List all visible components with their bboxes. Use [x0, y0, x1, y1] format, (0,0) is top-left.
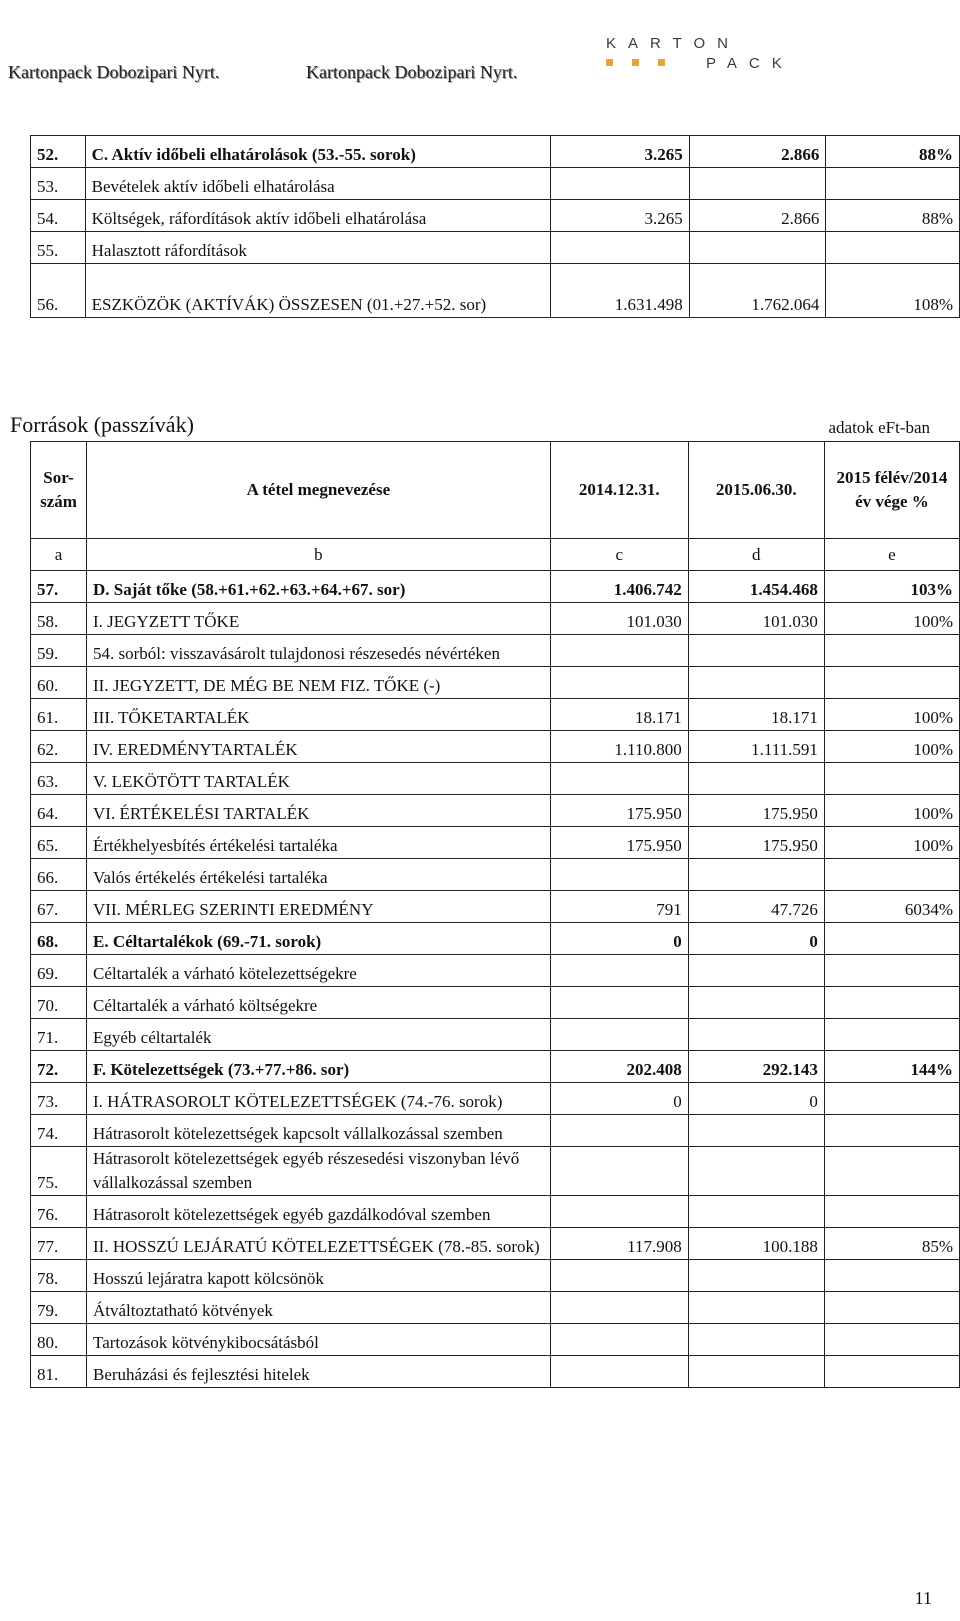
- value-2014: 202.408: [550, 1051, 688, 1083]
- row-number: 62.: [31, 731, 87, 763]
- percent-change: [824, 635, 959, 667]
- percent-change: [824, 955, 959, 987]
- value-2014: [550, 635, 688, 667]
- col-letter-d: d: [688, 539, 824, 571]
- unit-note: adatok eFt-ban: [828, 418, 930, 437]
- item-name: III. TŐKETARTALÉK: [87, 699, 551, 731]
- value-2014: [550, 1019, 688, 1051]
- value-2014: 791: [550, 891, 688, 923]
- value-2015: [688, 667, 824, 699]
- value-2014: 0: [550, 923, 688, 955]
- logo-accent-square: [658, 59, 665, 66]
- row-number: 71.: [31, 1019, 87, 1051]
- col-letter-c: c: [550, 539, 688, 571]
- item-name: Céltartalék a várható kötelezettségekre: [87, 955, 551, 987]
- value-2015: [688, 763, 824, 795]
- value-2014: [551, 168, 689, 200]
- percent-change: 100%: [824, 699, 959, 731]
- row-number: 78.: [31, 1260, 87, 1292]
- table-row: [31, 987, 960, 1019]
- row-number: 66.: [31, 859, 87, 891]
- value-2014: [550, 667, 688, 699]
- percent-change: [824, 1147, 959, 1196]
- value-2015: 175.950: [688, 795, 824, 827]
- item-name: II. JEGYZETT, DE MÉG BE NEM FIZ. TŐKE (-): [87, 667, 551, 699]
- item-name: D. Saját tőke (58.+61.+62.+63.+64.+67. sor): [87, 571, 551, 603]
- value-2015: 18.171: [688, 699, 824, 731]
- row-number: 64.: [31, 795, 87, 827]
- table-row: [31, 603, 960, 635]
- value-2014: 101.030: [550, 603, 688, 635]
- table-row: [31, 168, 960, 200]
- table-row: [31, 1083, 960, 1115]
- logo-accent-square: [606, 59, 613, 66]
- value-2014: 175.950: [550, 795, 688, 827]
- value-2015: 292.143: [688, 1051, 824, 1083]
- percent-change: [824, 1356, 959, 1388]
- table-row: [31, 264, 960, 318]
- table-header-row: [31, 442, 960, 539]
- table-row: [31, 1260, 960, 1292]
- percent-change: [824, 763, 959, 795]
- item-name: Beruházási és fejlesztési hitelek: [87, 1356, 551, 1388]
- row-number: 53.: [31, 168, 86, 200]
- percent-change: [824, 1115, 959, 1147]
- percent-change: [824, 1324, 959, 1356]
- value-2015: 0: [688, 1083, 824, 1115]
- value-2014: 0: [550, 1083, 688, 1115]
- value-2015: 175.950: [688, 827, 824, 859]
- row-number: 75.: [31, 1147, 87, 1196]
- company-name-left: Kartonpack Dobozipari Nyrt.: [8, 62, 220, 82]
- item-name: II. HOSSZÚ LEJÁRATÚ KÖTELEZETTSÉGEK (78.-85. sorok): [87, 1228, 551, 1260]
- percent-change: 100%: [824, 603, 959, 635]
- value-2015: [688, 1292, 824, 1324]
- item-name: Egyéb céltartalék: [87, 1019, 551, 1051]
- item-name: Céltartalék a várható költségekre: [87, 987, 551, 1019]
- page-header: [0, 0, 960, 100]
- percent-change: 103%: [824, 571, 959, 603]
- table-row: [31, 635, 960, 667]
- percent-change: 6034%: [824, 891, 959, 923]
- table-row: [31, 1147, 960, 1196]
- table-row: [31, 891, 960, 923]
- value-2014: 1.110.800: [550, 731, 688, 763]
- value-2015: 100.188: [688, 1228, 824, 1260]
- item-name: Bevételek aktív időbeli elhatárolása: [85, 168, 551, 200]
- item-name: VI. ÉRTÉKELÉSI TARTALÉK: [87, 795, 551, 827]
- table-row: [31, 1228, 960, 1260]
- value-2015: [688, 1356, 824, 1388]
- value-2015: [688, 859, 824, 891]
- item-name: Tartozások kötvénykibocsátásból: [87, 1324, 551, 1356]
- row-number: 57.: [31, 571, 87, 603]
- row-number: 56.: [31, 264, 86, 318]
- col-letter-b: b: [87, 539, 551, 571]
- item-name: I. JEGYZETT TŐKE: [87, 603, 551, 635]
- header-percent: 2015 félév/2014 év vége %: [824, 442, 959, 539]
- value-2015: 101.030: [688, 603, 824, 635]
- value-2015: 1.454.468: [688, 571, 824, 603]
- row-number: 65.: [31, 827, 87, 859]
- value-2014: [550, 1260, 688, 1292]
- percent-change: 85%: [824, 1228, 959, 1260]
- row-number: 60.: [31, 667, 87, 699]
- value-2014: [550, 1356, 688, 1388]
- percent-change: [824, 667, 959, 699]
- header-item-name: A tétel megnevezése: [87, 442, 551, 539]
- value-2015: [688, 987, 824, 1019]
- percent-change: [824, 923, 959, 955]
- item-name: Költségek, ráfordítások aktív időbeli elhatárolása: [85, 200, 551, 232]
- item-name: C. Aktív időbeli elhatárolások (53.-55. sorok): [85, 136, 551, 168]
- table-row: [31, 795, 960, 827]
- item-name: Hátrasorolt kötelezettségek egyéb részesedési viszonyban lévő vállalkozással szemben: [87, 1147, 551, 1196]
- item-name: Halasztott ráfordítások: [85, 232, 551, 264]
- col-letter-e: e: [824, 539, 959, 571]
- table-row: [31, 667, 960, 699]
- item-name: IV. EREDMÉNYTARTALÉK: [87, 731, 551, 763]
- value-2014: [550, 763, 688, 795]
- row-number: 70.: [31, 987, 87, 1019]
- item-name: Hátrasorolt kötelezettségek kapcsolt vállalkozással szemben: [87, 1115, 551, 1147]
- table-row: [31, 232, 960, 264]
- column-letter-row: [31, 539, 960, 571]
- value-2014: 1.406.742: [550, 571, 688, 603]
- item-name: Hátrasorolt kötelezettségek egyéb gazdálkodóval szemben: [87, 1196, 551, 1228]
- percent-change: [824, 859, 959, 891]
- table-row: [31, 571, 960, 603]
- value-2015: [688, 1147, 824, 1196]
- value-2014: [551, 232, 689, 264]
- percent-change: 88%: [826, 200, 960, 232]
- value-2015: [689, 168, 826, 200]
- value-2015: 2.866: [689, 200, 826, 232]
- item-name: Értékhelyesbítés értékelési tartaléka: [87, 827, 551, 859]
- table-row: [31, 1115, 960, 1147]
- row-number: 81.: [31, 1356, 87, 1388]
- value-2015: [688, 635, 824, 667]
- percent-change: 100%: [824, 795, 959, 827]
- row-number: 80.: [31, 1324, 87, 1356]
- value-2015: [688, 1196, 824, 1228]
- row-number: 59.: [31, 635, 87, 667]
- item-name: Hosszú lejáratra kapott kölcsönök: [87, 1260, 551, 1292]
- percent-change: 144%: [824, 1051, 959, 1083]
- percent-change: 108%: [826, 264, 960, 318]
- percent-change: [826, 168, 960, 200]
- logo-accent-square: [632, 59, 639, 66]
- value-2015: 0: [688, 923, 824, 955]
- value-2015: [688, 1324, 824, 1356]
- row-number: 77.: [31, 1228, 87, 1260]
- table-row: [31, 827, 960, 859]
- row-number: 55.: [31, 232, 86, 264]
- percent-change: [824, 1292, 959, 1324]
- percent-change: [824, 1260, 959, 1292]
- value-2014: [550, 1147, 688, 1196]
- value-2015: 2.866: [689, 136, 826, 168]
- percent-change: [826, 232, 960, 264]
- row-number: 79.: [31, 1292, 87, 1324]
- table-row: [31, 763, 960, 795]
- section-title: Források (passzívák): [10, 412, 194, 437]
- value-2014: 3.265: [551, 136, 689, 168]
- item-name: Átváltoztatható kötvények: [87, 1292, 551, 1324]
- value-2014: [550, 955, 688, 987]
- value-2014: 1.631.498: [551, 264, 689, 318]
- table-row: [31, 955, 960, 987]
- kartonpack-logo: [606, 35, 796, 75]
- table-row: [31, 859, 960, 891]
- table-row: [31, 136, 960, 168]
- logo-text-bottom: PACK: [706, 55, 794, 72]
- row-number: 61.: [31, 699, 87, 731]
- table-row: [31, 1019, 960, 1051]
- value-2014: [550, 987, 688, 1019]
- header-2014: 2014.12.31.: [550, 442, 688, 539]
- row-number: 67.: [31, 891, 87, 923]
- value-2014: [550, 1324, 688, 1356]
- percent-change: [824, 987, 959, 1019]
- value-2015: 47.726: [688, 891, 824, 923]
- row-number: 74.: [31, 1115, 87, 1147]
- value-2015: 1.762.064: [689, 264, 826, 318]
- row-number: 52.: [31, 136, 86, 168]
- row-number: 58.: [31, 603, 87, 635]
- assets-summary-table: [30, 135, 960, 318]
- percent-change: 88%: [826, 136, 960, 168]
- item-name: V. LEKÖTÖTT TARTALÉK: [87, 763, 551, 795]
- value-2014: 175.950: [550, 827, 688, 859]
- item-name: ESZKÖZÖK (AKTÍVÁK) ÖSSZESEN (01.+27.+52. sor): [85, 264, 551, 318]
- percent-change: [824, 1019, 959, 1051]
- value-2014: 18.171: [550, 699, 688, 731]
- table-row: [31, 200, 960, 232]
- value-2015: [689, 232, 826, 264]
- row-number: 69.: [31, 955, 87, 987]
- table-row: [31, 923, 960, 955]
- percent-change: [824, 1196, 959, 1228]
- table-row: [31, 1196, 960, 1228]
- item-name: VII. MÉRLEG SZERINTI EREDMÉNY: [87, 891, 551, 923]
- value-2014: 117.908: [550, 1228, 688, 1260]
- value-2015: [688, 1019, 824, 1051]
- item-name: F. Kötelezettségek (73.+77.+86. sor): [87, 1051, 551, 1083]
- page-number: 11: [914, 1588, 932, 1608]
- value-2014: [550, 1196, 688, 1228]
- table-row: [31, 1051, 960, 1083]
- value-2015: [688, 955, 824, 987]
- company-name-right: Kartonpack Dobozipari Nyrt.: [306, 62, 518, 82]
- table-row: [31, 699, 960, 731]
- percent-change: [824, 1083, 959, 1115]
- percent-change: 100%: [824, 731, 959, 763]
- liabilities-table: [30, 441, 960, 1388]
- row-number: 63.: [31, 763, 87, 795]
- row-number: 72.: [31, 1051, 87, 1083]
- item-name: Valós értékelés értékelési tartaléka: [87, 859, 551, 891]
- item-name: 54. sorból: visszavásárolt tulajdonosi részesedés névértéken: [87, 635, 551, 667]
- value-2015: 1.111.591: [688, 731, 824, 763]
- value-2015: [688, 1260, 824, 1292]
- item-name: E. Céltartalékok (69.-71. sorok): [87, 923, 551, 955]
- item-name: I. HÁTRASOROLT KÖTELEZETTSÉGEK (74.-76. sorok): [87, 1083, 551, 1115]
- header-2015: 2015.06.30.: [688, 442, 824, 539]
- logo-text-top: KARTON: [606, 35, 740, 52]
- table-row: [31, 731, 960, 763]
- table-row: [31, 1356, 960, 1388]
- row-number: 73.: [31, 1083, 87, 1115]
- value-2015: [688, 1115, 824, 1147]
- value-2014: 3.265: [551, 200, 689, 232]
- value-2014: [550, 1115, 688, 1147]
- value-2014: [550, 1292, 688, 1324]
- percent-change: 100%: [824, 827, 959, 859]
- header-row-number: Sor-szám: [31, 442, 87, 539]
- value-2014: [550, 859, 688, 891]
- row-number: 68.: [31, 923, 87, 955]
- row-number: 54.: [31, 200, 86, 232]
- table-row: [31, 1324, 960, 1356]
- table-row: [31, 1292, 960, 1324]
- col-letter-a: a: [31, 539, 87, 571]
- row-number: 76.: [31, 1196, 87, 1228]
